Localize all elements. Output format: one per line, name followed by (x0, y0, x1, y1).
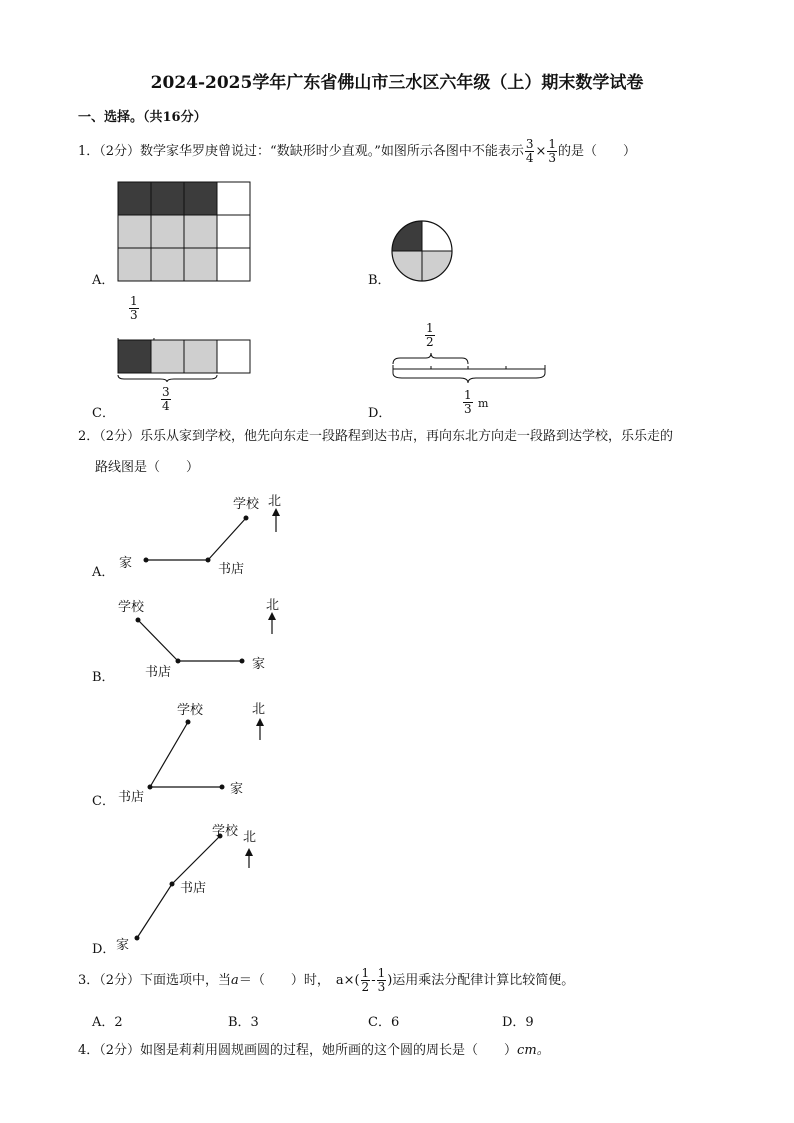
question-4-stem (78, 1041, 550, 1061)
q1-option-c[interactable]: C． (92, 406, 115, 421)
q2-b-bookstore: 书店 (145, 665, 172, 680)
q2-map-a (112, 488, 292, 583)
q1-figure-a-grid (116, 180, 252, 282)
q4-unit: cm。 (517, 1043, 550, 1058)
q1-option-d[interactable]: D． (368, 406, 392, 421)
question-1-stem (78, 138, 636, 165)
page-title: 2024-2025学年广东省佛山市三水区六年级（上）期末数学试卷 (150, 73, 644, 93)
q2-c-school: 学校 (177, 703, 204, 718)
q4-text: 4．（2分）如图是莉莉用圆规画圆的过程，她所画的这个圆的周长是（ ） (78, 1043, 518, 1058)
q1-c-top-fraction: $\frac{1}{3}$ (130, 294, 138, 322)
q1-prefix: 1．（2分）数学家华罗庚曾说过：“数缺形时少直观。”如图所示各图中不能表示 (78, 144, 524, 159)
q3-fraction-1: $\frac{1}{2}$ (361, 966, 370, 994)
q1-fraction-1: $\frac{3}{4}$ (525, 137, 534, 165)
q2-a-north: 北 (268, 494, 282, 509)
question-2-line-1: 2．（2分）乐乐从家到学校，他先向东走一段路程到达书店，再向东北方向走一段路到达学校，乐乐走的 (78, 429, 674, 444)
question-3-stem (78, 966, 574, 996)
q1-figure-d-line (390, 350, 550, 390)
q2-a-school: 学校 (233, 497, 260, 512)
q1-fraction-2: $\frac{1}{3}$ (548, 137, 557, 165)
q3-option-b[interactable]: B．3 (228, 1015, 259, 1030)
q2-b-school: 学校 (118, 600, 145, 615)
q2-d-school: 学校 (212, 824, 239, 839)
q2-c-home: 家 (230, 782, 244, 797)
q1-figure-b-circle (390, 219, 454, 283)
q2-a-bookstore: 书店 (218, 562, 245, 577)
q3-fraction-2: $\frac{1}{3}$ (377, 966, 386, 994)
q3-prefix: 3．（2分）下面选项中，当 (78, 973, 232, 988)
q1-c-bottom-fraction: $\frac{3}{4}$ (162, 385, 170, 413)
q2-b-north: 北 (266, 598, 280, 613)
q2-d-home: 家 (116, 938, 130, 953)
q3-option-d[interactable]: D．9 (502, 1015, 534, 1030)
q2-option-d[interactable]: D． (92, 942, 116, 957)
q3-suffix: )运用乘法分配律计算比较简便。 (387, 973, 575, 988)
q1-suffix: 的是（ ） (558, 144, 637, 159)
q2-b-home: 家 (252, 657, 266, 672)
q3-eq: ＝（ ）时， (238, 973, 330, 988)
q1-figure-c-strip (116, 338, 252, 382)
q1-d-unit: m (478, 397, 489, 410)
q3-expr-start: a×( (335, 973, 360, 988)
q3-minus: - (371, 973, 376, 988)
q3-option-c[interactable]: C．6 (368, 1015, 400, 1030)
q2-c-bookstore: 书店 (118, 790, 145, 805)
section-heading: 一、选择。（共16分） (78, 110, 207, 125)
q2-option-b[interactable]: B． (92, 670, 115, 685)
q3-variable: a (231, 973, 239, 988)
q2-option-c[interactable]: C． (92, 794, 115, 809)
q2-a-home: 家 (119, 556, 133, 571)
q1-d-top-fraction: $\frac{1}{2}$ (426, 321, 434, 349)
q2-c-north: 北 (252, 702, 266, 717)
q1-times: × (535, 144, 547, 159)
q2-d-bookstore: 书店 (180, 881, 207, 896)
q1-d-bottom-fraction: $\frac{1}{3}$ (464, 388, 472, 416)
question-2-line-2: 路线图是（ ） (95, 460, 200, 475)
q3-option-a[interactable]: A．2 (92, 1015, 123, 1030)
q2-d-north: 北 (243, 830, 257, 845)
q1-option-b[interactable]: B． (368, 273, 391, 288)
q1-option-a[interactable]: A． (92, 273, 115, 288)
q2-option-a[interactable]: A． (92, 565, 115, 580)
